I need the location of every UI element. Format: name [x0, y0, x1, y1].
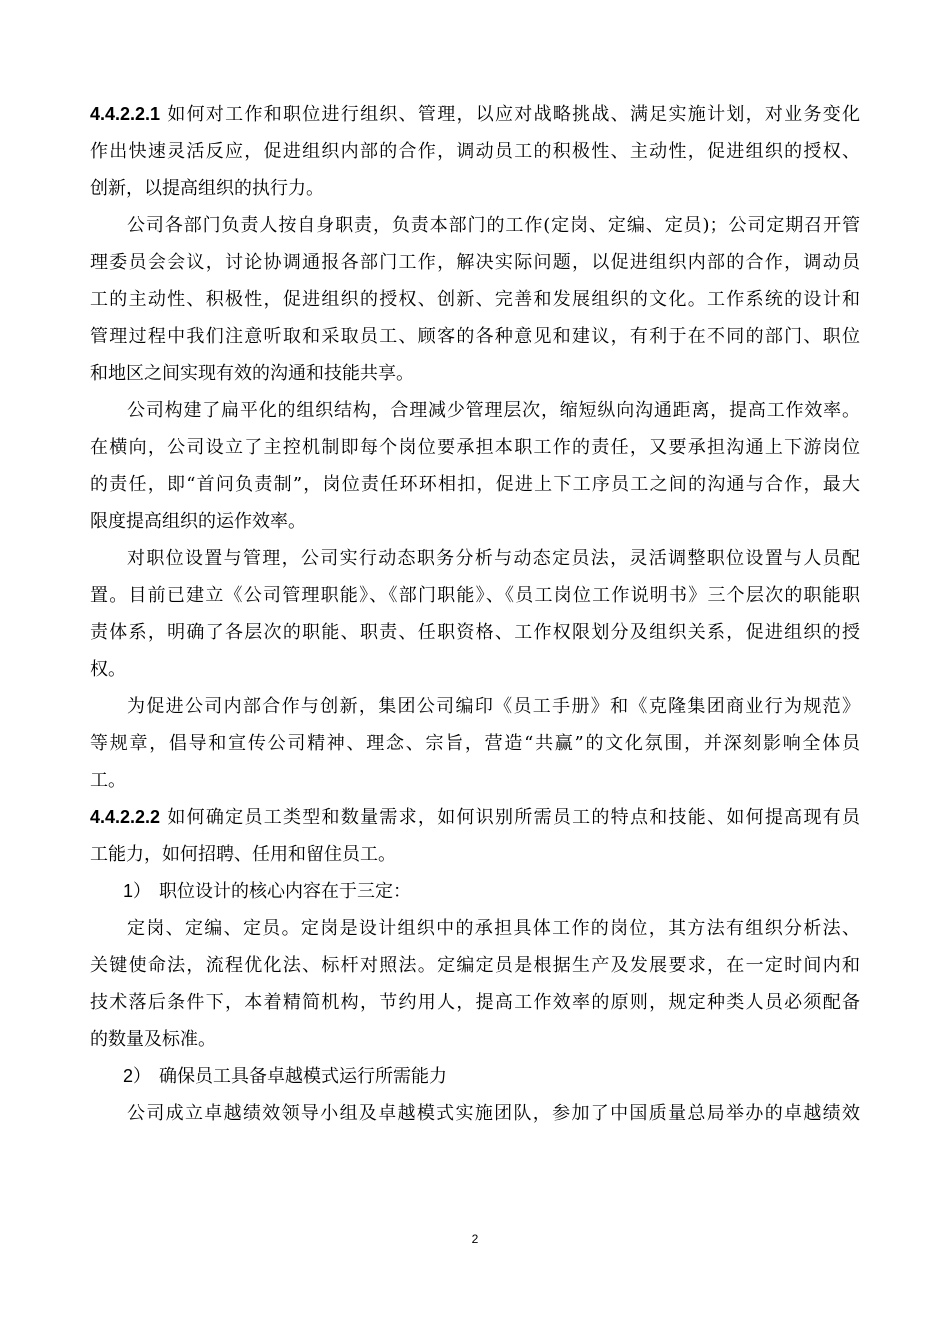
list-number: 2） [123, 1066, 152, 1086]
list-item [90, 873, 860, 910]
paragraph-line: 技术落后条件下，本着精简机构，节约用人，提高工作效率的原则，规定种类人员必须配备 [90, 992, 860, 1013]
paragraph-line: 的责任，即“首问负责制”，岗位责任环环相扣，促进上下工序员工之间的沟通与合作，最大 [90, 474, 860, 495]
paragraph-line: 为促进公司内部合作与创新，集团公司编印《员工手册》和《克隆集团商业行为规范》 [127, 696, 860, 717]
paragraph-line: 定岗、定编、定员。定岗是设计组织中的承担具体工作的岗位，其方法有组织分析法、 [127, 918, 860, 939]
section-heading-line: 工能力，如何招聘、任用和留住员工。 [90, 844, 396, 865]
paragraph-line: 在横向，公司设立了主控机制即每个岗位要承担本职工作的责任，又要承担沟通上下游岗位 [90, 437, 860, 458]
paragraph-line: 限度提高组织的运作效率。 [90, 511, 306, 532]
paragraph-line: 关键使命法，流程优化法、标杆对照法。定编定员是根据生产及发展要求，在一定时间内和 [90, 955, 860, 976]
section-heading-text: 如何对工作和职位进行组织、管理，以应对战略挑战、满足实施计划，对业务变化 [166, 104, 860, 125]
paragraph-line: 理委员会会议，讨论协调通报各部门工作，解决实际问题，以促进组织内部的合作，调动员 [90, 252, 860, 273]
paragraph-line: 工。 [90, 770, 126, 791]
section-heading-line [90, 799, 860, 836]
paragraph-line: 和地区之间实现有效的沟通和技能共享。 [90, 363, 414, 384]
list-item-text: 确保员工具备卓越模式运行所需能力 [159, 1066, 448, 1087]
document-body [90, 96, 860, 1132]
section-heading-text: 如何确定员工类型和数量需求，如何识别所需员工的特点和技能、如何提高现有员 [166, 807, 860, 828]
paragraph-line: 权。 [90, 659, 126, 680]
page-number: 2 [471, 1232, 479, 1246]
paragraph-line: 公司各部门负责人按自身职责，负责本部门的工作(定岗、定编、定员)；公司定期召开管 [127, 215, 860, 236]
list-item-text: 职位设计的核心内容在于三定： [159, 881, 412, 902]
section-number: 4.4.2.2.2 [90, 807, 161, 827]
paragraph-line: 公司构建了扁平化的组织结构，合理减少管理层次，缩短纵向沟通距离，提高工作效率。 [127, 400, 860, 421]
paragraph-line: 的数量及标准。 [90, 1029, 216, 1050]
paragraph-line: 对职位设置与管理，公司实行动态职务分析与动态定员法，灵活调整职位设置与人员配 [127, 548, 860, 569]
list-number: 1） [123, 881, 152, 901]
list-item [90, 1058, 860, 1095]
section-heading-line: 作出快速灵活反应，促进组织内部的合作，调动员工的积极性、主动性，促进组织的授权、 [90, 141, 860, 162]
section-heading-line [90, 96, 860, 133]
paragraph-line: 置。目前已建立《公司管理职能》、《部门职能》、《员工岗位工作说明书》三个层次的职能职 [90, 585, 860, 606]
paragraph-line: 工的主动性、积极性，促进组织的授权、创新、完善和发展组织的文化。工作系统的设计和 [90, 289, 860, 310]
paragraph-line: 等规章，倡导和宣传公司精神、理念、宗旨，营造“共赢”的文化氛围，并深刻影响全体员 [90, 733, 860, 754]
section-number: 4.4.2.2.1 [90, 104, 161, 124]
section-heading-line: 创新，以提高组织的执行力。 [90, 178, 324, 199]
paragraph-line: 公司成立卓越绩效领导小组及卓越模式实施团队，参加了中国质量总局举办的卓越绩效 [127, 1103, 860, 1124]
paragraph-line: 管理过程中我们注意听取和采取员工、顾客的各种意见和建议，有利于在不同的部门、职位 [90, 326, 860, 347]
paragraph-line: 责体系，明确了各层次的职能、职责、任职资格、工作权限划分及组织关系，促进组织的授 [90, 622, 860, 643]
